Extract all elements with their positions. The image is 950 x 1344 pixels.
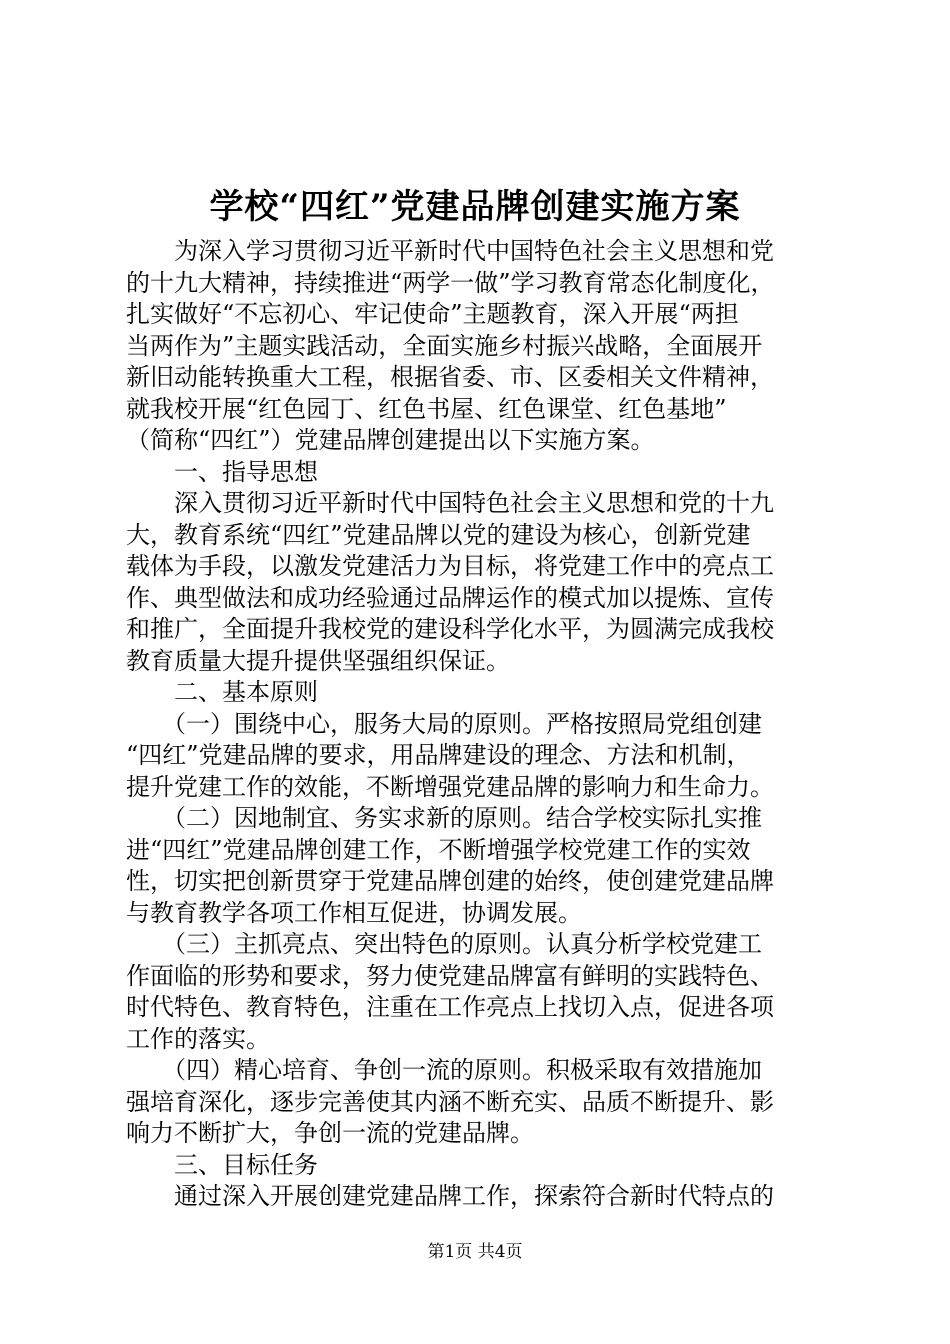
body-line: 三、目标任务: [126, 1150, 318, 1179]
body-line: 作面临的形势和要求，努力使党建品牌富有鲜明的实践特色、: [126, 961, 774, 990]
body-line: 响力不断扩大，争创一流的党建品牌。: [126, 1119, 534, 1147]
body-line: 性，切实把创新贯穿于党建品牌创建的始终，使创建党建品牌: [126, 867, 774, 895]
body-line: 深入贯彻习近平新时代中国特色社会主义思想和党的十九: [126, 489, 774, 517]
body-line: 为深入学习贯彻习近平新时代中国特色社会主义思想和党: [126, 237, 774, 265]
body-line: 大，教育系统“四红”党建品牌以党的建设为核心，创新党建: [126, 520, 751, 549]
body-line: 教育质量大提升提供坚强组织保证。: [126, 646, 510, 675]
document-title: 学校“四红”党建品牌创建实施方案: [209, 187, 741, 227]
body-line: 工作的落实。: [126, 1024, 270, 1053]
body-line: 和推广，全面提升我校党的建设科学化水平，为圆满完成我校: [126, 615, 774, 643]
body-line: 载体为手段，以激发党建活力为目标，将党建工作中的亮点工: [126, 552, 774, 580]
body-line: （三）主抓亮点、突出特色的原则。认真分析学校党建工: [126, 930, 762, 958]
body-line: 进“四红”党建品牌创建工作，不断增强学校党建工作的实效: [126, 835, 751, 864]
body-line: 与教育教学各项工作相互促进，协调发展。: [126, 898, 582, 927]
body-line: 时代特色、教育特色，注重在工作亮点上找切入点，促进各项: [126, 993, 774, 1021]
page-footer: 第1页 共4页: [427, 1242, 523, 1262]
body-line: 提升党建工作的效能，不断增强党建品牌的影响力和生命力。: [126, 772, 774, 801]
body-line: 就我校开展“红色园丁、红色书屋、红色课堂、红色基地”: [126, 394, 727, 423]
body-line: （四）精心培育、争创一流的原则。积极采取有效措施加: [126, 1056, 762, 1084]
body-line: 作、典型做法和成功经验通过品牌运作的模式加以提炼、宣传: [126, 583, 774, 612]
body-line: 的十九大精神，持续推进“两学一做”学习教育常态化制度化，: [126, 268, 775, 297]
body-line: （一）围绕中心，服务大局的原则。严格按照局党组创建: [126, 709, 762, 738]
body-line: （简称“四红”）党建品牌创建提出以下实施方案。: [126, 426, 655, 454]
body-line: 通过深入开展创建党建品牌工作，探索符合新时代特点的: [126, 1182, 774, 1210]
body-line: 一、指导思想: [126, 457, 318, 486]
body-line: 扎实做好“不忘初心、牢记使命”主题教育，深入开展“两担: [126, 300, 739, 328]
body-line: “四红”党建品牌的要求，用品牌建设的理念、方法和机制，: [126, 741, 751, 769]
body-line: 强培育深化，逐步完善使其内涵不断充实、品质不断提升、影: [126, 1087, 774, 1116]
body-line: 新旧动能转换重大工程，根据省委、市、区委相关文件精神，: [126, 363, 774, 391]
body-line: （二）因地制宜、务实求新的原则。结合学校实际扎实推: [126, 804, 762, 832]
body-line: 当两作为”主题实践活动，全面实施乡村振兴战略，全面展开: [126, 331, 763, 360]
document-body: [126, 236, 838, 1213]
body-line: 二、基本原则: [126, 678, 318, 706]
